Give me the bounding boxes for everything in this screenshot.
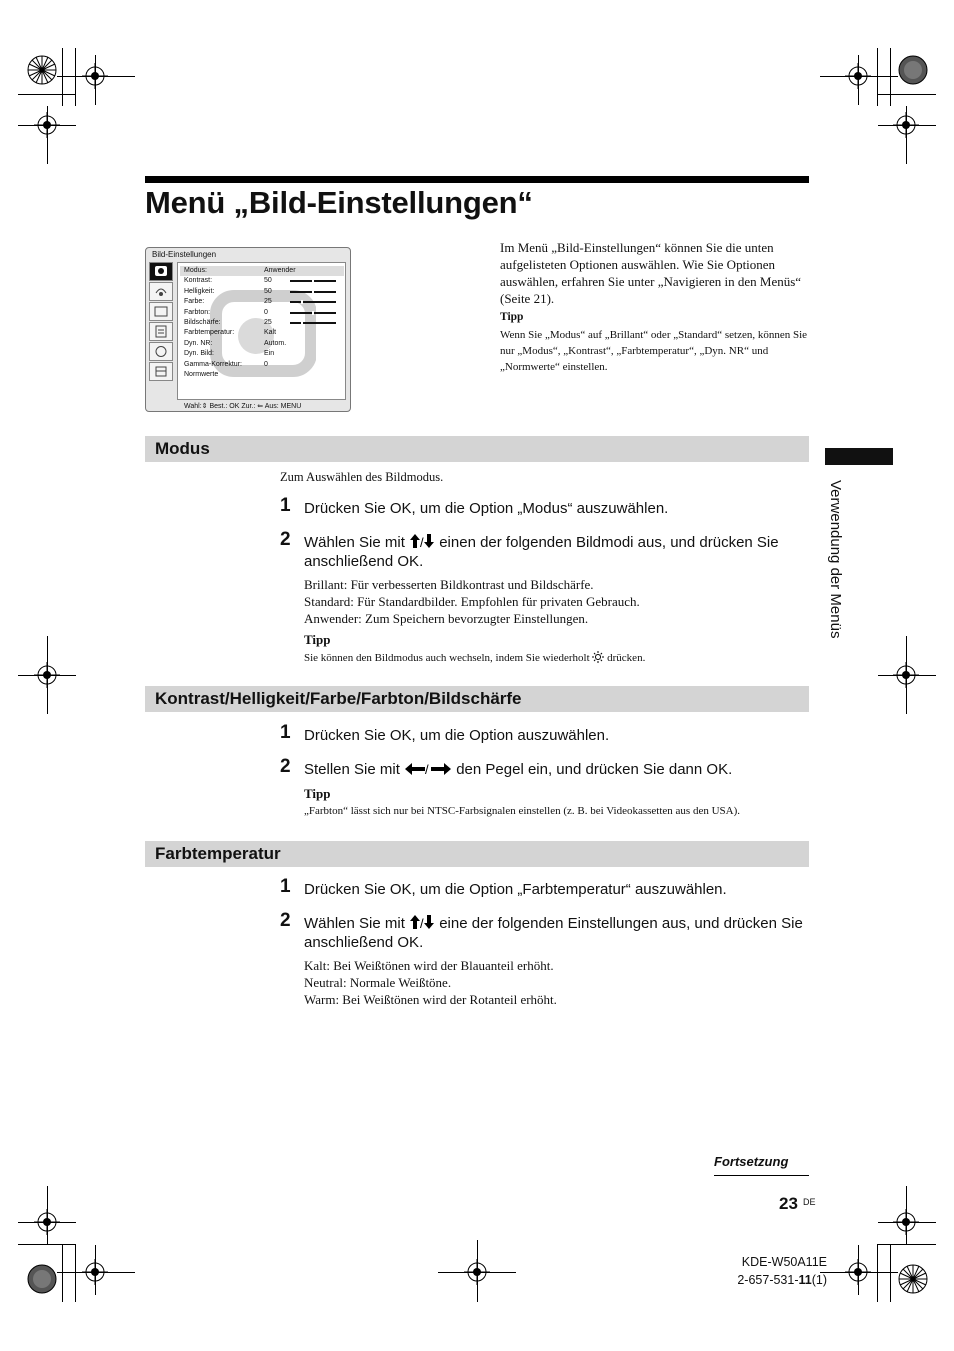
step-text: Wählen Sie mit — [304, 534, 410, 551]
page-number: 23 — [779, 1194, 798, 1213]
osd-row-label: Gamma-Korrektur: — [184, 360, 242, 368]
step-number: 2 — [280, 756, 291, 777]
document-code — [733, 1273, 827, 1287]
modus-step-1: Drücken Sie OK, um die Option „Modus“ auszuwählen. — [304, 500, 669, 517]
farbtemp-option-kalt: Kalt: Bei Weißtönen wird der Blauanteil erhöht. — [304, 958, 554, 973]
continuation-label: Fortsetzung — [714, 1154, 789, 1169]
osd-row — [180, 360, 344, 370]
osd-row — [180, 308, 344, 318]
model-number: KDE-W50A11E — [741, 1255, 827, 1269]
registration-target-icon — [82, 63, 108, 89]
kontrast-step-1: Drücken Sie OK, um die Option auszuwählen. — [304, 727, 610, 744]
osd-level-marker — [312, 311, 314, 315]
osd-footer: Wahl:⇕ Best.: OK Zur.: ⇐ Aus: MENU — [184, 403, 302, 410]
osd-row — [180, 349, 344, 359]
osd-menu-screen — [145, 247, 351, 412]
features-tab-icon — [149, 322, 173, 341]
modus-tip-text — [304, 651, 645, 664]
registration-target-icon — [34, 112, 60, 138]
osd-level-bar — [290, 291, 336, 293]
osd-level-bar — [290, 301, 336, 303]
osd-row — [180, 297, 344, 307]
osd-row-label: Farbe: — [184, 298, 205, 306]
osd-row-label: Bildschärfe: — [184, 319, 221, 326]
step-text: Wählen Sie mit — [304, 915, 410, 932]
step-text: Stellen Sie mit — [304, 761, 405, 778]
continuation-rule — [714, 1175, 809, 1176]
up-down-arrow-icon — [409, 914, 435, 930]
tip-text: drücken. — [604, 652, 646, 664]
modus-intro: Zum Auswählen des Bildmodus. — [280, 470, 444, 484]
section-title: Modus — [155, 439, 210, 458]
code-part: 11 — [798, 1273, 812, 1287]
svg-text:/: / — [420, 916, 424, 930]
osd-row — [180, 328, 344, 338]
section-title: Farbtemperatur — [155, 844, 281, 863]
screen-tab-icon — [149, 302, 173, 321]
starburst-target-icon — [898, 1264, 928, 1294]
osd-row — [180, 266, 344, 276]
registration-target-icon — [34, 662, 60, 688]
svg-text:/: / — [420, 535, 424, 549]
modus-tip-heading: Tipp — [304, 632, 331, 647]
tip-text: Sie können den Bildmodus auch wechseln, indem Sie wiederholt — [304, 652, 593, 664]
section-title: Kontrast/Helligkeit/Farbe/Farbton/Bildschärfe — [155, 689, 522, 708]
step-number: 1 — [280, 876, 291, 897]
modus-option-anwender: Anwender: Zum Speichern bevorzugter Einstellungen. — [304, 611, 589, 626]
up-down-arrow-icon — [409, 533, 435, 549]
osd-row-label: Farbton: — [184, 308, 211, 316]
osd-row-label: Normwerte — [184, 371, 219, 378]
osd-row-value: Kalt — [264, 329, 277, 337]
osd-row-value: 50 — [264, 287, 272, 295]
gray-target-icon — [27, 1264, 57, 1294]
starburst-target-icon — [27, 55, 57, 85]
osd-row-value: 0 — [264, 308, 268, 316]
farbtemp-option-warm: Warm: Bei Weißtönen wird der Rotanteil erhöht. — [304, 992, 557, 1007]
osd-settings-panel — [177, 262, 346, 400]
osd-row-label: Kontrast: — [184, 277, 213, 285]
section-kontrast-header — [145, 686, 809, 712]
registration-target-icon — [34, 1209, 60, 1235]
osd-level-bar — [290, 312, 336, 314]
registration-target-icon — [464, 1259, 490, 1285]
step-number: 1 — [280, 495, 291, 516]
farbtemp-step-1: Drücken Sie OK, um die Option „Farbtemperatur“ auszuwählen. — [304, 881, 727, 898]
modus-option-brillant: Brillant: Für verbesserten Bildkontrast und Bildschärfe. — [304, 577, 594, 592]
registration-target-icon — [893, 1209, 919, 1235]
step-text: den Pegel ein, und drücken Sie dann OK. — [452, 761, 733, 778]
kontrast-step-2 — [304, 760, 809, 779]
code-part: 2-657-531- — [737, 1273, 799, 1287]
modus-option-standard: Standard: Für Standardbilder. Empfohlen für privaten Gebrauch. — [304, 594, 640, 609]
chapter-label: Verwendung der Menüs — [827, 480, 844, 639]
osd-tab-column — [149, 262, 175, 400]
osd-row-value: 50 — [264, 277, 272, 285]
osd-row-label: Modus: — [184, 267, 207, 274]
picture-mode-button-icon — [592, 651, 604, 663]
osd-row-value: 0 — [264, 360, 268, 368]
svg-text:/: / — [425, 762, 429, 776]
osd-level-marker — [312, 290, 314, 294]
registration-target-icon — [845, 63, 871, 89]
osd-row-label: Helligkeit: — [184, 287, 215, 295]
registration-target-icon — [82, 1259, 108, 1285]
osd-row-label: Dyn. Bild: — [184, 350, 214, 358]
registration-target-icon — [893, 662, 919, 688]
osd-row-label: Farbtemperatur: — [184, 329, 235, 337]
intro-text: Im Menü „Bild-Einstellungen“ können Sie die unten aufgelisteten Optionen auswählen. Wie Sie Optionen auswählen, erfahren Sie unter „Navigieren in den Menüs“ (Seite 21). — [500, 240, 802, 306]
page-title: Menü „Bild-Einstellungen“ — [145, 185, 533, 220]
osd-row — [180, 370, 344, 380]
gray-target-icon — [898, 55, 928, 85]
picture-tab-icon — [149, 262, 173, 281]
osd-row-value: Autom. — [264, 339, 287, 347]
osd-row-value: 25 — [264, 319, 272, 326]
code-part: (1) — [811, 1273, 827, 1287]
step-number: 2 — [280, 910, 291, 931]
title-rule — [145, 176, 809, 183]
osd-row-label: Dyn. NR: — [184, 339, 213, 347]
osd-row-value: 25 — [264, 298, 272, 306]
intro-tip-heading: Tipp — [500, 311, 524, 323]
osd-level-marker — [312, 279, 314, 283]
left-right-arrow-icon — [404, 762, 452, 776]
osd-row-value: Anwender — [264, 267, 296, 274]
osd-level-bar — [290, 322, 336, 324]
osd-title: Bild-Einstellungen — [152, 250, 217, 259]
step-number: 2 — [280, 529, 291, 550]
intro-tip-text: Wenn Sie „Modus“ auf „Brillant“ oder „Standard“ setzen, können Sie nur „Modus“, „Kontrast“, „Farbtemperatur“, „Dyn. NR“ und „Normwerte“ einstellen. — [500, 329, 808, 373]
farbtemp-option-neutral: Neutral: Normale Weißtöne. — [304, 975, 452, 990]
osd-row-value: Ein — [264, 350, 275, 358]
sound-tab-icon — [149, 282, 173, 301]
step-text: eine der folgenden Einstellungen aus, und drücken Sie anschließend OK. — [304, 915, 803, 951]
chapter-tab — [825, 448, 893, 465]
osd-row — [180, 287, 344, 297]
osd-row — [180, 339, 344, 349]
osd-row — [180, 276, 344, 286]
step-number: 1 — [280, 722, 291, 743]
registration-target-icon — [845, 1259, 871, 1285]
osd-level-marker — [301, 321, 303, 325]
modus-step-2 — [304, 533, 809, 571]
section-farbtemperatur-header — [145, 841, 809, 867]
farbtemp-step-2 — [304, 914, 809, 952]
section-modus-header — [145, 436, 809, 462]
registration-target-icon — [893, 112, 919, 138]
kontrast-tip-text: „Farbton“ lässt sich nur bei NTSC-Farbsignalen einstellen (z. B. bei Videokassetten aus den USA). — [304, 805, 740, 817]
osd-row — [180, 318, 344, 328]
pc-tab-icon — [149, 342, 173, 361]
kontrast-tip-heading: Tipp — [304, 786, 331, 801]
step-text: einen der folgenden Bildmodi aus, und drücken Sie anschließend OK. — [304, 534, 779, 570]
page-language: DE — [803, 1197, 816, 1207]
osd-level-marker — [301, 300, 303, 304]
osd-level-bar — [290, 280, 336, 282]
setup-tab-icon — [149, 362, 173, 381]
